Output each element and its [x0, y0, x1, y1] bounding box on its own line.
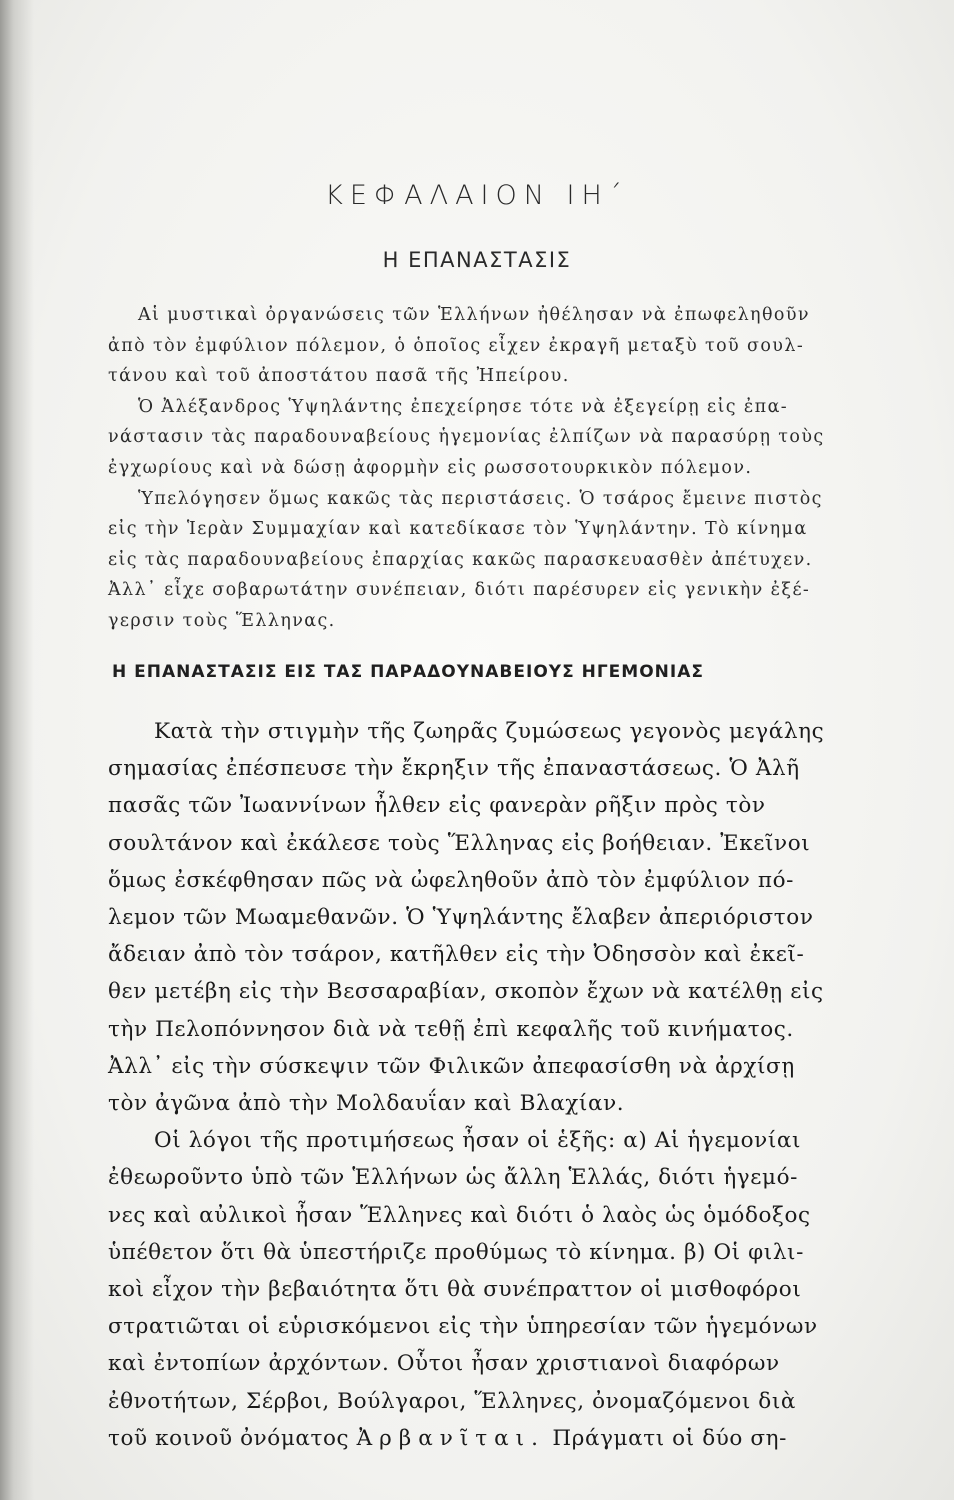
text-line: νάστασιν τὰς παραδουναβείους ἡγεμονίας ἐλπίζων νὰ παρασύρῃ τοὺς	[108, 427, 825, 448]
text-line-last	[108, 1420, 908, 1457]
text-line: πασᾶς τῶν Ἰωαννίνων ἦλθεν εἰς φανερὰν ρῆξιν πρὸς τὸν	[108, 793, 766, 819]
text-line: τὸν ἀγῶνα ἀπὸ τὴν Μολδαυΐαν καὶ Βλαχίαν.	[108, 1091, 625, 1117]
text-line: σουλτάνον καὶ ἐκάλεσε τοὺς Ἕλληνας εἰς βοήθειαν. Ἐκεῖνοι	[108, 830, 811, 856]
text-line: κοὶ εἶχον τὴν βεβαιότητα ὅτι θὰ συνέπραττον οἱ μισθοφόροι	[108, 1277, 802, 1303]
section-title: Η ΕΠΑΝΑΣΤΑΣΙΣ	[382, 248, 572, 272]
text-line: καὶ ἐντοπίων ἀρχόντων. Οὗτοι ἦσαν χριστιανοὶ διαφόρων	[108, 1351, 780, 1377]
text-line: νες καὶ αὐλικοὶ ἦσαν Ἕλληνες καὶ διότι ὁ λαὸς ὡς ὁμόδοξος	[108, 1202, 811, 1228]
intro-paragraph	[108, 300, 908, 637]
text-line: λεμον τῶν Μωαμεθανῶν. Ὁ Ὑψηλάντης ἔλαβεν ἀπεριόριστον	[108, 905, 814, 931]
spaced-word: Ἀρβανῖται.	[356, 1425, 545, 1451]
text-line: εἰς τὰς παραδουναβείους ἐπαρχίας κακῶς παρασκευασθὲν ἀπέτυχεν.	[108, 549, 813, 570]
text-segment: τοῦ κοινοῦ ὀνόματος	[108, 1425, 350, 1451]
text-line: ὑπέθετον ὅτι θὰ ὑπεστήριζε προθύμως τὸ κίνημα. β) Οἱ φιλι-	[108, 1239, 804, 1265]
text-line: Ὑπελόγησεν ὅμως κακῶς τὰς περιστάσεις. Ὁ τσάρος ἔμεινε πιστὸς	[138, 488, 823, 509]
text-line: Οἱ λόγοι τῆς προτιμήσεως ἦσαν οἱ ἑξῆς: α) Αἱ ἡγεμονίαι	[154, 1128, 802, 1154]
text-line: θεν μετέβη εἰς τὴν Βεσσαραβίαν, σκοπὸν ἔχων νὰ κατέλθῃ εἰς	[108, 979, 824, 1005]
text-line: ἐθνοτήτων, Σέρβοι, Βούλγαροι, Ἕλληνες, ὀνομαζόμενοι διὰ	[108, 1388, 797, 1414]
text-line: Αἱ μυστικαὶ ὀργανώσεις τῶν Ἑλλήνων ἠθέλησαν νὰ ἐπωφεληθοῦν	[138, 305, 810, 325]
text-line: τάνου καὶ τοῦ ἀποστάτου πασᾶ τῆς Ἠπείρου.	[108, 366, 570, 387]
text-line: ἐθεωροῦντο ὑπὸ τῶν Ἑλλήνων ὡς ἄλλη Ἑλλάς, διότι ἡγεμό-	[108, 1165, 798, 1191]
text-line: Ἀλλ᾿ εἶχε σοβαρωτάτην συνέπειαν, διότι παρέσυρεν εἰς γενικὴν ἐξέ-	[108, 580, 811, 601]
body-text	[108, 713, 908, 1457]
text-line: ἄδειαν ἀπὸ τὸν τσάρον, κατῆλθεν εἰς τὴν Ὀδησσὸν καὶ ἐκεῖ-	[108, 942, 805, 968]
binding-shadow	[0, 0, 34, 1500]
text-line: εἰς τὴν Ἱερὰν Συμμαχίαν καὶ κατεδίκασε τὸν Ὑψηλάντην. Τὸ κίνημα	[108, 519, 808, 540]
text-line: στρατιῶται οἱ εὑρισκόμενοι εἰς τὴν ὑπηρεσίαν τῶν ἡγεμόνων	[108, 1314, 818, 1340]
text-line: σημασίας ἐπέσπευσε τὴν ἔκρηξιν τῆς ἐπαναστάσεως. Ὁ Ἀλῆ	[108, 756, 800, 782]
text-segment: Πράγματι οἱ δύο ση-	[552, 1425, 788, 1451]
text-line: γερσιν τοὺς Ἕλληνας.	[108, 610, 336, 631]
subsection-title: Η ΕΠΑΝΑΣΤΑΣΙΣ ΕΙΣ ΤΑΣ ΠΑΡΑΔΟΥΝΑΒΕΙΟΥΣ ΗΓΕΜΟΝΙΑΣ	[112, 662, 704, 682]
text-line: ἀπὸ τὸν ἐμφύλιον πόλεμον, ὁ ὁποῖος εἶχεν ἐκραγῆ μεταξὺ τοῦ σουλ-	[108, 335, 805, 356]
chapter-title: ΚΕΦΑΛΑΙΟΝ ΙΗ΄	[325, 180, 629, 211]
text-line: τὴν Πελοπόννησον διὰ νὰ τεθῇ ἐπὶ κεφαλῆς τοῦ κινήματος.	[108, 1016, 794, 1042]
text-line: ὅμως ἐσκέφθησαν πῶς νὰ ὠφεληθοῦν ἀπὸ τὸν ἐμφύλιον πό-	[108, 867, 794, 893]
text-line: Ὁ Ἀλέξανδρος Ὑψηλάντης ἐπεχείρησε τότε νὰ ἐξεγείρῃ εἰς ἐπα-	[138, 396, 789, 417]
text-line: Κατὰ τὴν στιγμὴν τῆς ζωηρᾶς ζυμώσεως γεγονὸς μεγάλης	[154, 719, 825, 744]
text-line: Ἀλλ᾿ εἰς τὴν σύσκεψιν τῶν Φιλικῶν ἀπεφασίσθη νὰ ἀρχίσῃ	[108, 1053, 795, 1079]
text-line: ἐγχωρίους καὶ νὰ δώσῃ ἀφορμὴν εἰς ρωσσοτουρκικὸν πόλεμον.	[108, 457, 753, 478]
